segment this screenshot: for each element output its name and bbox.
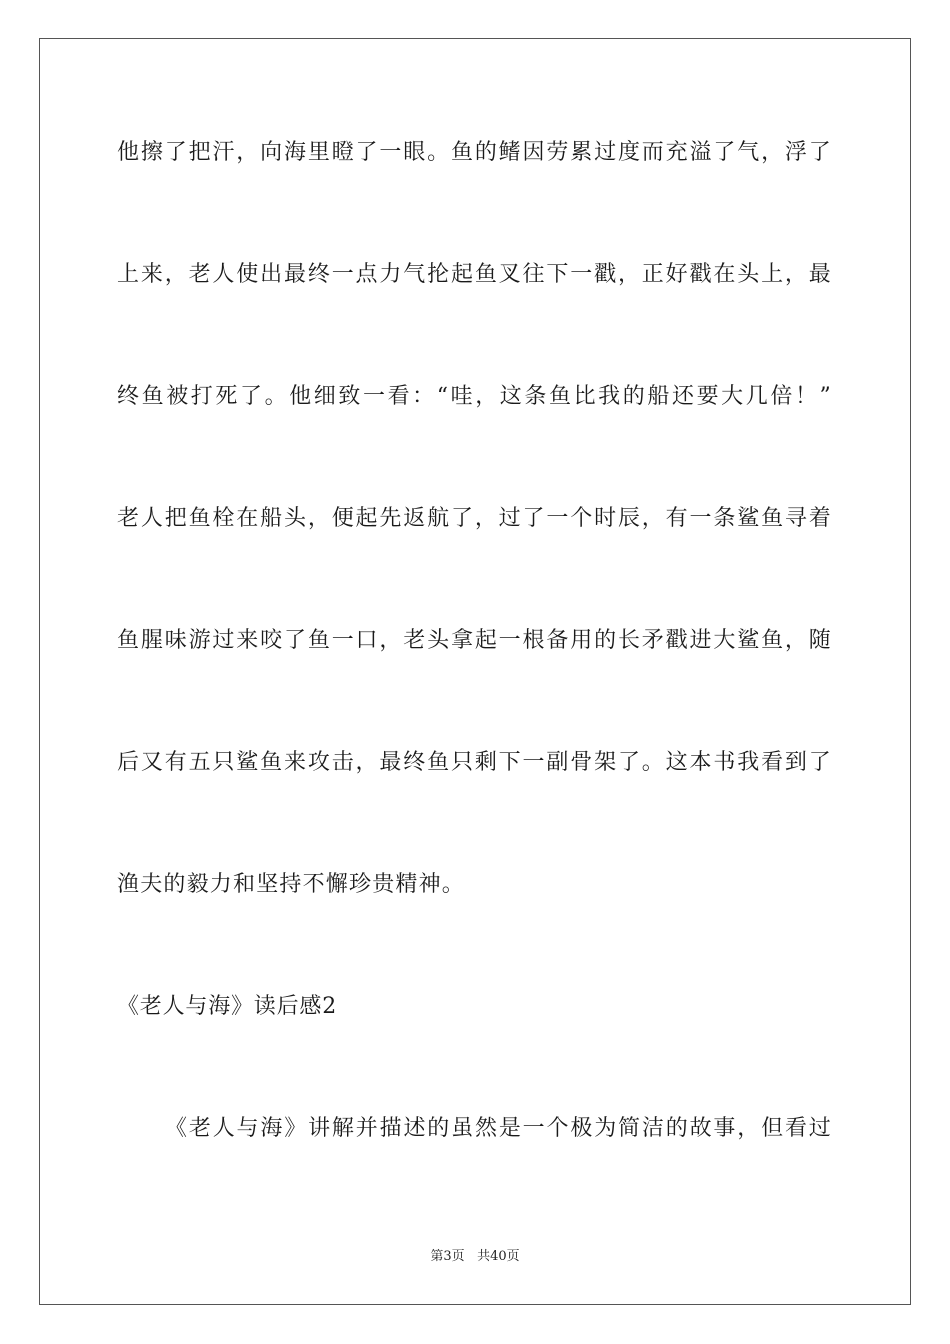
- page-number: 第3页: [430, 1249, 465, 1264]
- body-text-line-4: 老人把鱼栓在船头，便起先返航了，过了一个时辰，有一条鲨鱼寻着: [117, 506, 832, 531]
- body-text-line-5: 鱼腥味游过来咬了鱼一口，老头拿起一根备用的长矛戳进大鲨鱼，随: [117, 628, 832, 653]
- body-text-line-3: 终鱼被打死了。他细致一看：“哇，这条鱼比我的船还要大几倍！”: [117, 384, 832, 409]
- page-total: 共40页: [477, 1249, 520, 1264]
- paragraph-first-line: 《老人与海》讲解并描述的虽然是一个极为简洁的故事，但看过: [165, 1116, 832, 1141]
- body-text-line-7: 渔夫的毅力和坚持不懈珍贵精神。: [117, 872, 466, 897]
- page-footer: [0, 1248, 950, 1266]
- body-text-line-1: 他擦了把汗，向海里瞪了一眼。鱼的鳍因劳累过度而充溢了气，浮了: [117, 140, 832, 165]
- body-text-line-2: 上来，老人使出最终一点力气抡起鱼叉往下一戳，正好戳在头上，最: [117, 262, 832, 287]
- body-text-line-6: 后又有五只鲨鱼来攻击，最终鱼只剩下一副骨架了。这本书我看到了: [117, 750, 832, 775]
- section-heading: 《老人与海》读后感2: [117, 994, 337, 1019]
